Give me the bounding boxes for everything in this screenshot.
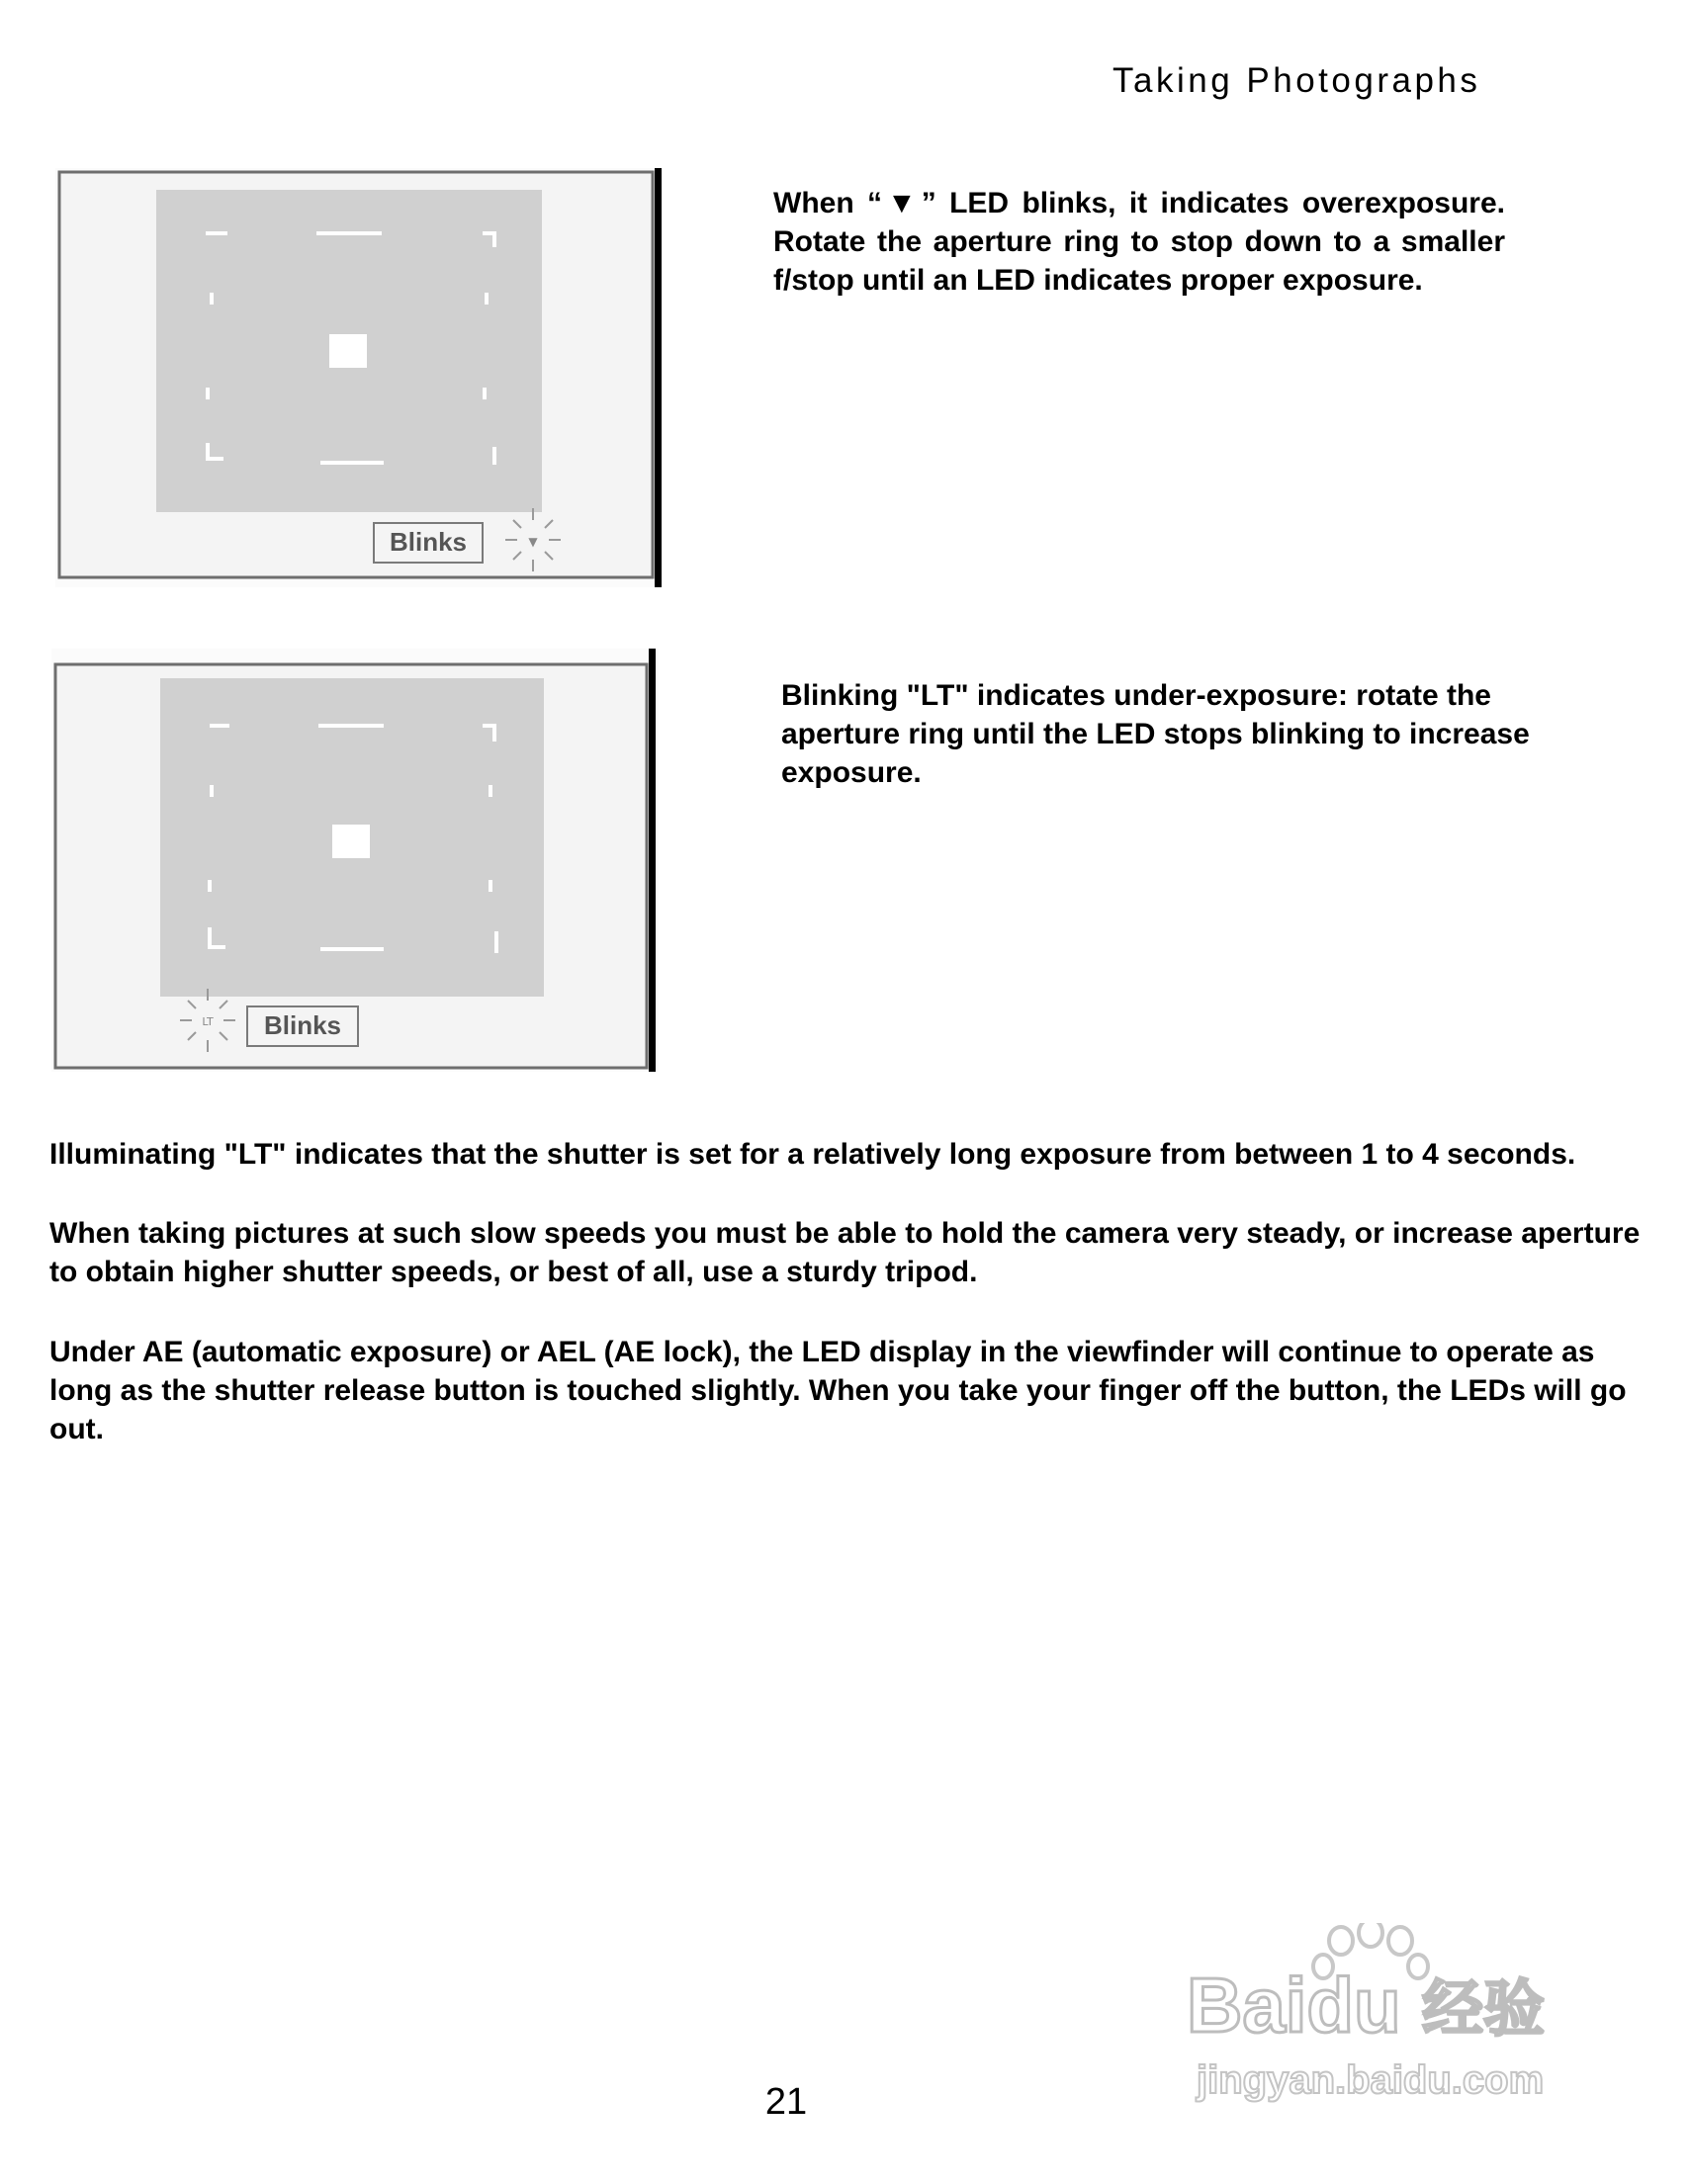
viewfinder-figure-underexposure <box>51 649 659 1072</box>
illuminating-lt-text: Illuminating "LT" indicates that the shutter is set for a relatively long exposure from between 1 to 4 seconds. <box>49 1138 1576 1171</box>
blinks-badge: Blinks <box>263 1010 342 1040</box>
center-spot <box>332 825 370 858</box>
viewfinder-figure-overexposure <box>55 168 663 587</box>
slow-speeds-text: When taking pictures at such slow speeds you must be able to hold the camera very steady, or increase aperture to obtain higher shutter speeds, or best of all, use a sturdy tripod. <box>49 1217 1641 1288</box>
viewfinder-illustration <box>55 168 663 587</box>
led-indicator-label: ▼ <box>528 535 538 549</box>
underexposure-text: Blinking "LT" indicates under-exposure: rotate the aperture ring until the LED stops blinking to increase exposure. <box>781 679 1530 789</box>
overexposure-text: When “▼” LED blinks, it indicates overexposure. Rotate the aperture ring to stop down to a smaller f/stop until an LED indicates proper exposure. <box>773 187 1505 297</box>
page-header-title: Taking Photographs <box>1112 61 1481 100</box>
led-indicator-label: LT <box>202 1015 214 1028</box>
ae-ael-text: Under AE (automatic exposure) or AEL (AE lock), the LED display in the viewfinder will continue to operate as long as the shutter release button is touched slightly. When you take your finger off the button, the LEDs will go out. <box>49 1336 1627 1445</box>
watermark-url: jingyan.baidu.com <box>1197 2058 1545 2102</box>
center-spot <box>329 334 367 368</box>
watermark-brand-cn: 经验 <box>1422 1972 1546 2045</box>
watermark-brand: Baidu <box>1187 1962 1401 2049</box>
baidu-watermark-logo <box>1167 1923 1602 2111</box>
viewfinder-illustration <box>51 649 659 1072</box>
page-number: 21 <box>764 2081 808 2123</box>
blinks-badge: Blinks <box>389 527 468 557</box>
